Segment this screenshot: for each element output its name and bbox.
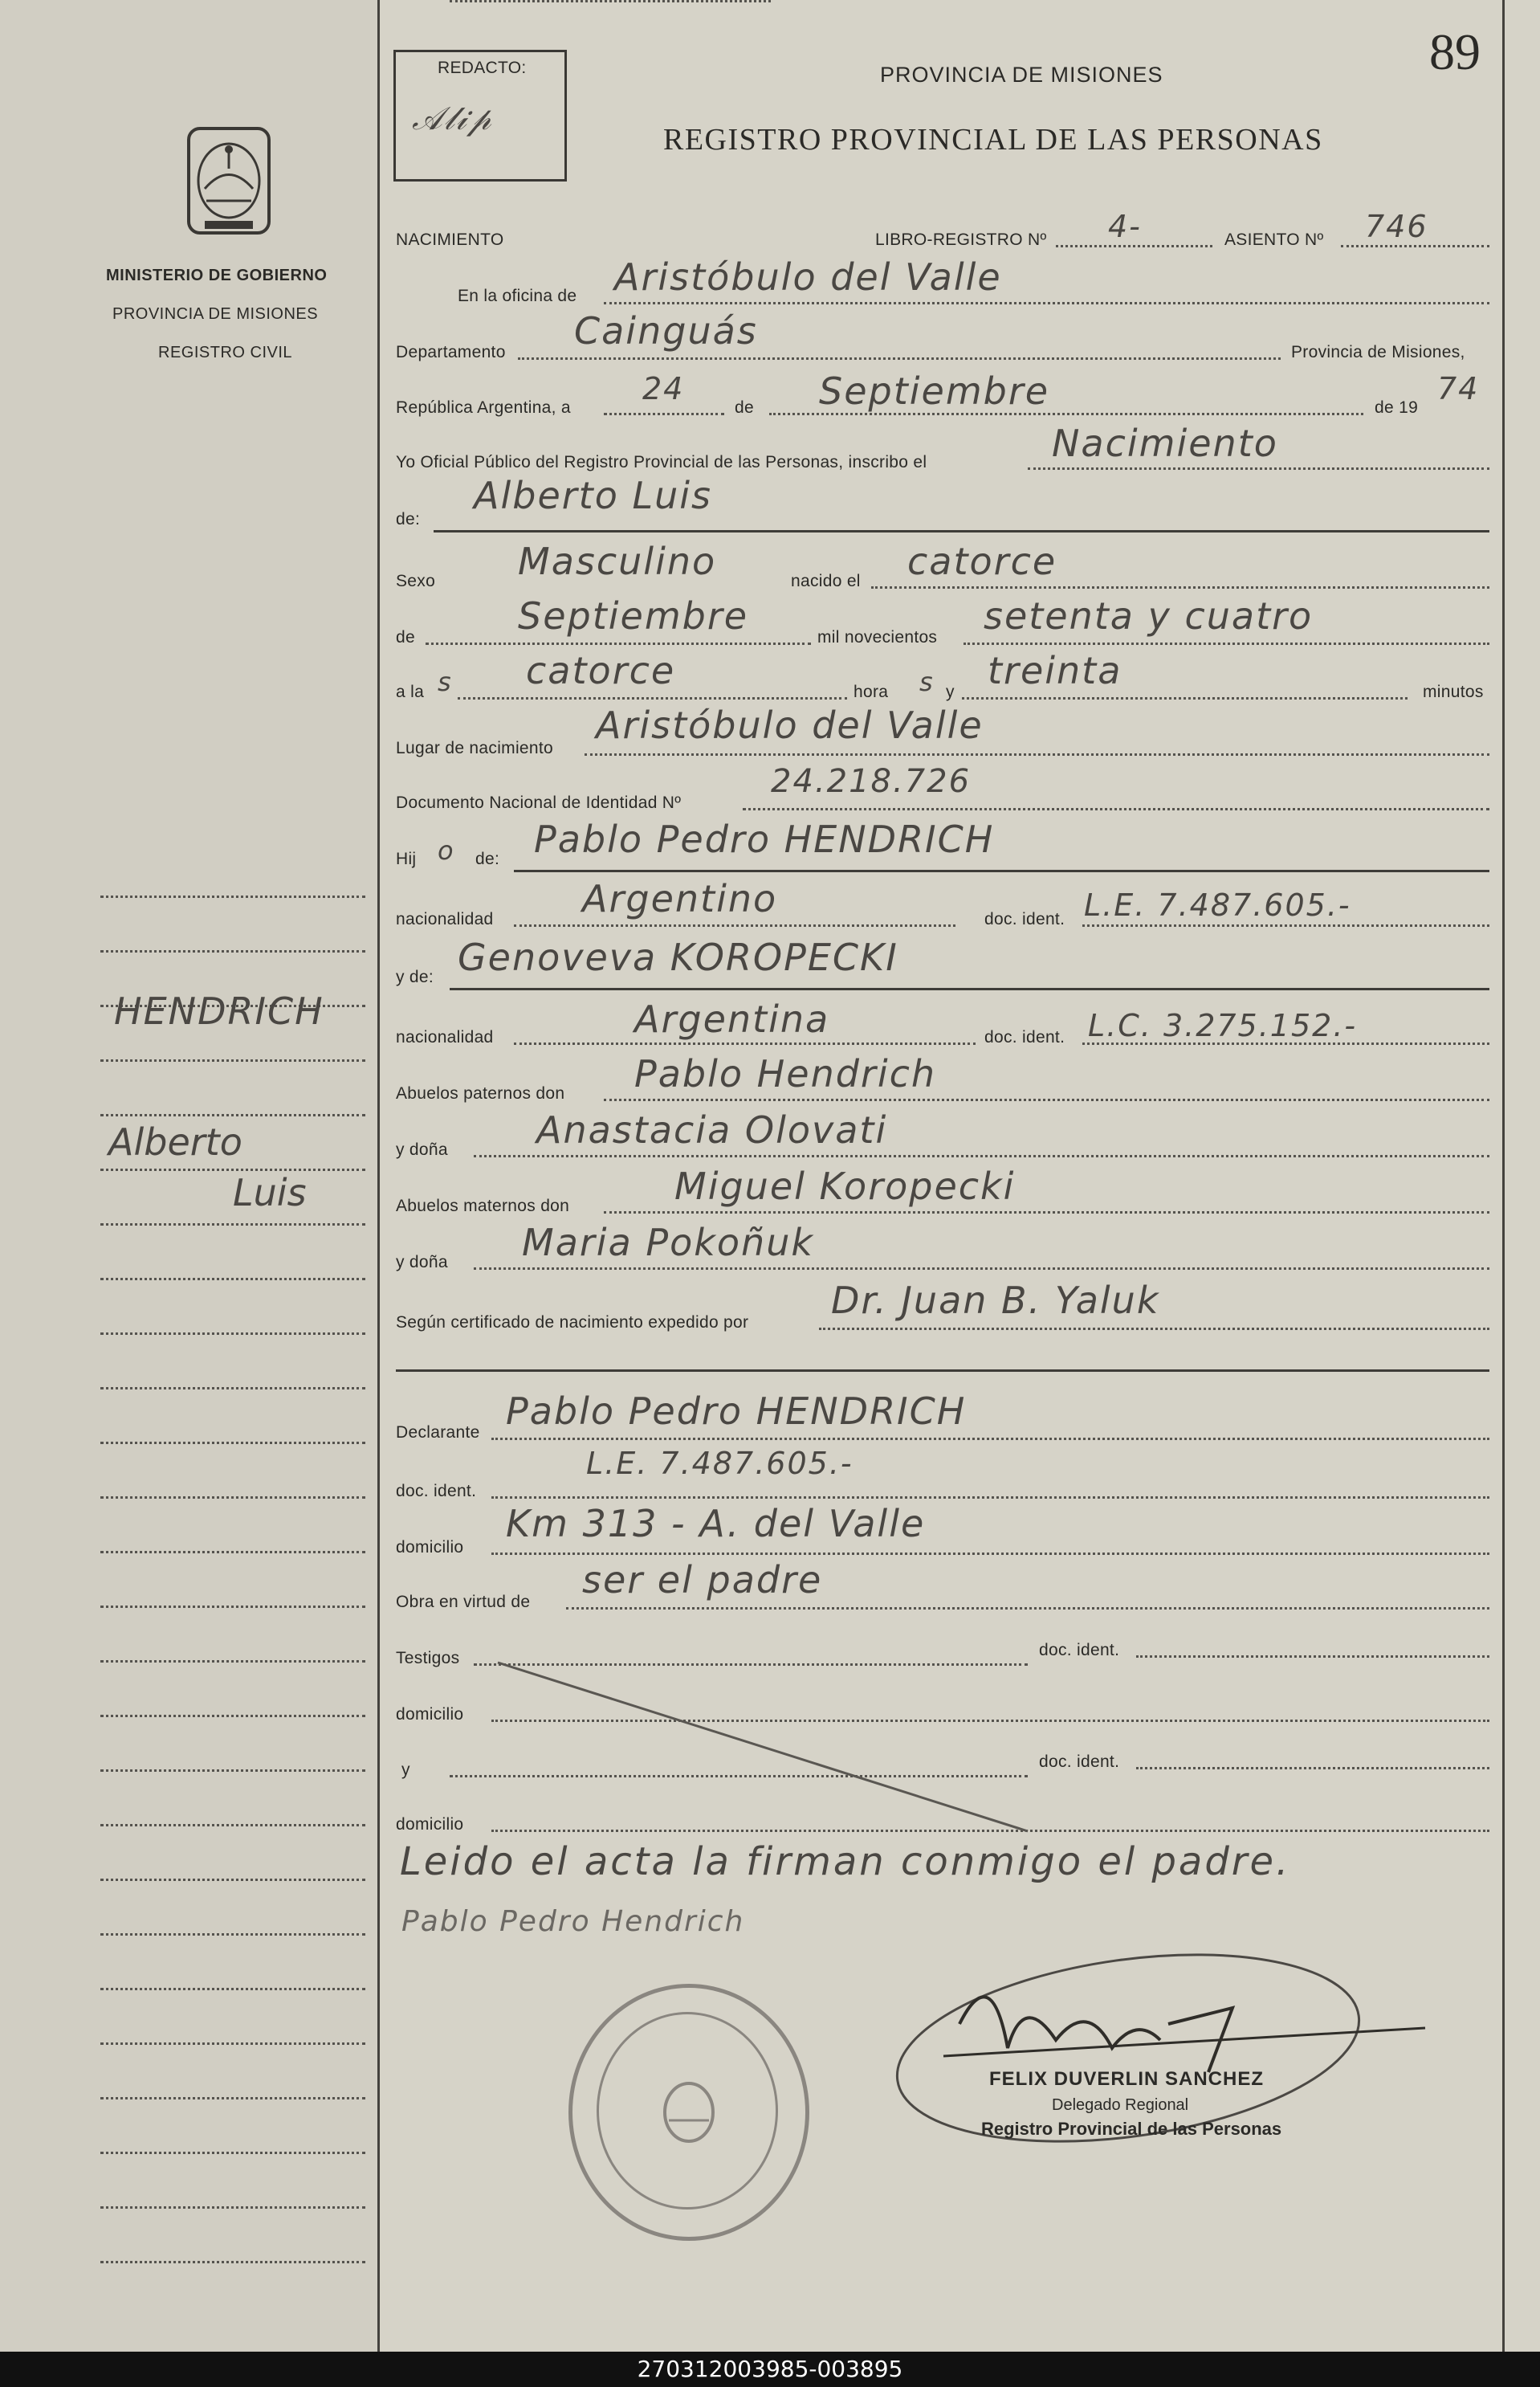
month-value: Septiembre — [819, 369, 1050, 413]
name-value: Alberto Luis — [474, 474, 712, 517]
left-ruled-line — [100, 950, 365, 953]
hora-suffix: s — [919, 667, 935, 697]
abuelo-materno-value: Miguel Koropecki — [674, 1165, 1016, 1208]
de-colon-label: de: — [396, 510, 421, 528]
page-number: 89 — [1429, 23, 1481, 80]
father-nationality-label: nacionalidad — [396, 910, 494, 928]
left-ruled-line — [100, 1223, 365, 1226]
left-ruled-line — [100, 1496, 365, 1499]
header-province: PROVINCIA DE MISIONES — [880, 63, 1163, 87]
mil-label: mil novecientos — [817, 628, 938, 647]
hij-de-label: de: — [475, 850, 500, 868]
mil-value: setenta y cuatro — [984, 594, 1314, 638]
minutos-label: minutos — [1423, 683, 1484, 701]
y-de-label: y de: — [396, 968, 434, 986]
declarante-label: Declarante — [396, 1423, 480, 1442]
ministry-heading: MINISTERIO DE GOBIERNO — [106, 267, 328, 284]
abuelos-maternos-label: Abuelos maternos don — [396, 1197, 570, 1215]
provincia-label: Provincia de Misiones, — [1291, 343, 1465, 361]
republica-label: República Argentina, a — [396, 398, 571, 417]
father-doc-value: L.E. 7.487.605.- — [1084, 887, 1351, 923]
oficina-value: Aristóbulo del Valle — [614, 255, 1002, 299]
de2-label: de — [396, 628, 415, 647]
left-given-name-1: Alberto — [108, 1120, 242, 1164]
testigo1-domicilio-label: domicilio — [396, 1705, 464, 1724]
hour-value: catorce — [526, 649, 676, 692]
left-ruled-line — [100, 1769, 365, 1772]
left-ruled-line — [100, 896, 365, 898]
left-ruled-line — [100, 2261, 365, 2263]
redacto-initials: 𝒜𝓁𝒾𝓅 — [412, 100, 493, 137]
father-doc-label: doc. ident. — [984, 910, 1065, 928]
nacimiento-label: NACIMIENTO — [396, 231, 504, 249]
obra-value: ser el padre — [582, 1558, 823, 1602]
left-ruled-line — [100, 2097, 365, 2099]
libro-value: 4- — [1108, 209, 1142, 244]
mother-nationality-label: nacionalidad — [396, 1028, 494, 1047]
left-ruled-line — [100, 1933, 365, 1936]
hora-label: hora — [854, 683, 889, 701]
asiento-label: ASIENTO Nº — [1224, 231, 1324, 249]
declarante-domicilio-value: Km 313 - A. del Valle — [506, 1502, 926, 1545]
certificado-value: Dr. Juan B. Yaluk — [831, 1279, 1160, 1322]
libro-label: LIBRO-REGISTRO Nº — [875, 231, 1047, 249]
testigo1-doc-label: doc. ident. — [1039, 1641, 1120, 1659]
redacto-label: REDACTO: — [438, 59, 527, 77]
left-province-heading: PROVINCIA DE MISIONES — [112, 305, 319, 323]
dni-value: 24.218.726 — [771, 763, 972, 800]
left-ruled-line — [100, 1278, 365, 1280]
a-la-suffix: s — [438, 667, 453, 697]
declarante-value: Pablo Pedro HENDRICH — [506, 1389, 967, 1433]
left-ruled-line — [100, 1114, 365, 1116]
de-year-label: de 19 — [1375, 398, 1419, 417]
year-value: 74 — [1437, 371, 1480, 406]
official-name: FELIX DUVERLIN SANCHEZ — [989, 2068, 1265, 2090]
testigo2-domicilio-label: domicilio — [396, 1815, 464, 1834]
mother-doc-label: doc. ident. — [984, 1028, 1065, 1047]
abuelo-paterno-value: Pablo Hendrich — [634, 1052, 937, 1096]
official-title: Delegado Regional — [1052, 2096, 1189, 2114]
right-border — [1502, 0, 1505, 2352]
testigo2-y-label: y — [401, 1761, 410, 1779]
minutes-value: treinta — [988, 649, 1122, 692]
hij-label: Hij — [396, 850, 417, 868]
abuela-paterna-value: Anastacia Olovati — [536, 1108, 888, 1152]
document-title: REGISTRO PROVINCIAL DE LAS PERSONAS — [663, 123, 1323, 157]
left-ruled-line — [100, 1551, 365, 1553]
left-ruled-line — [100, 1606, 365, 1608]
abuela-paterna-label: y doña — [396, 1140, 448, 1159]
father-signature: Pablo Pedro Hendrich — [401, 1905, 745, 1938]
month2-value: Septiembre — [518, 594, 749, 638]
abuela-materna-value: Maria Pokoñuk — [522, 1221, 814, 1264]
hij-suffix: o — [438, 835, 455, 866]
oficina-label: En la oficina de — [458, 287, 577, 305]
a-la-label: a la — [396, 683, 425, 701]
de-label: de — [735, 398, 754, 417]
abuelos-paternos-label: Abuelos paternos don — [396, 1084, 565, 1103]
testigo2-doc-label: doc. ident. — [1039, 1753, 1120, 1771]
lugar-value: Aristóbulo del Valle — [596, 704, 984, 747]
declarante-doc-value: L.E. 7.487.605.- — [586, 1446, 854, 1481]
testigos-label: Testigos — [396, 1649, 460, 1667]
father-nationality-value: Argentino — [582, 877, 778, 920]
round-stamp — [568, 1984, 809, 2241]
left-ruled-line — [100, 2152, 365, 2154]
closing-text: Leido el acta la firman conmigo el padre. — [400, 1839, 1291, 1884]
left-ruled-line — [100, 1059, 365, 1062]
left-ruled-line — [100, 1442, 365, 1444]
left-ruled-line — [100, 1715, 365, 1717]
declarante-domicilio-label: domicilio — [396, 1538, 464, 1557]
oficial-value: Nacimiento — [1052, 422, 1278, 465]
stamp-emblem-icon — [653, 2076, 725, 2148]
left-surname: HENDRICH — [114, 989, 324, 1033]
left-ruled-line — [100, 2042, 365, 2045]
departamento-value: Cainguás — [574, 309, 758, 353]
left-given-name-2: Luis — [233, 1171, 307, 1214]
left-ruled-line — [100, 1824, 365, 1826]
departamento-label: Departamento — [396, 343, 506, 361]
mother-value: Genoveva KOROPECKI — [458, 936, 898, 979]
left-ruled-line — [100, 1879, 365, 1881]
day-value: 24 — [642, 371, 685, 406]
coat-of-arms-icon — [181, 120, 277, 241]
oficial-label: Yo Oficial Público del Registro Provincial de las Personas, inscribo el — [396, 453, 927, 471]
sexo-label: Sexo — [396, 572, 436, 590]
registry-heading: REGISTRO CIVIL — [158, 344, 293, 361]
abuela-materna-label: y doña — [396, 1253, 448, 1271]
mother-doc-value: L.C. 3.275.152.- — [1088, 1008, 1358, 1043]
dni-label: Documento Nacional de Identidad Nº — [396, 794, 682, 812]
footer-id: 270312003985-003895 — [0, 2352, 1540, 2387]
left-ruled-line — [100, 1332, 365, 1335]
asiento-value: 746 — [1365, 209, 1428, 244]
nacido-value: catorce — [907, 540, 1057, 583]
father-value: Pablo Pedro HENDRICH — [534, 818, 995, 861]
margin-divider — [377, 0, 380, 2352]
witness-strike-line — [482, 1655, 1044, 1839]
sexo-value: Masculino — [518, 540, 717, 583]
declarante-doc-label: doc. ident. — [396, 1482, 477, 1500]
certificado-label: Según certificado de nacimiento expedido por — [396, 1313, 749, 1332]
left-ruled-line — [100, 1660, 365, 1663]
y-label: y — [946, 683, 955, 701]
left-ruled-line — [100, 1988, 365, 1990]
left-ruled-line — [100, 1387, 365, 1389]
left-ruled-line — [100, 2206, 365, 2209]
official-org: Registro Provincial de las Personas — [981, 2119, 1282, 2139]
obra-label: Obra en virtud de — [396, 1593, 531, 1611]
mother-nationality-value: Argentina — [634, 998, 830, 1041]
nacido-label: nacido el — [791, 572, 861, 590]
redacto-box — [393, 50, 567, 182]
lugar-label: Lugar de nacimiento — [396, 739, 553, 757]
